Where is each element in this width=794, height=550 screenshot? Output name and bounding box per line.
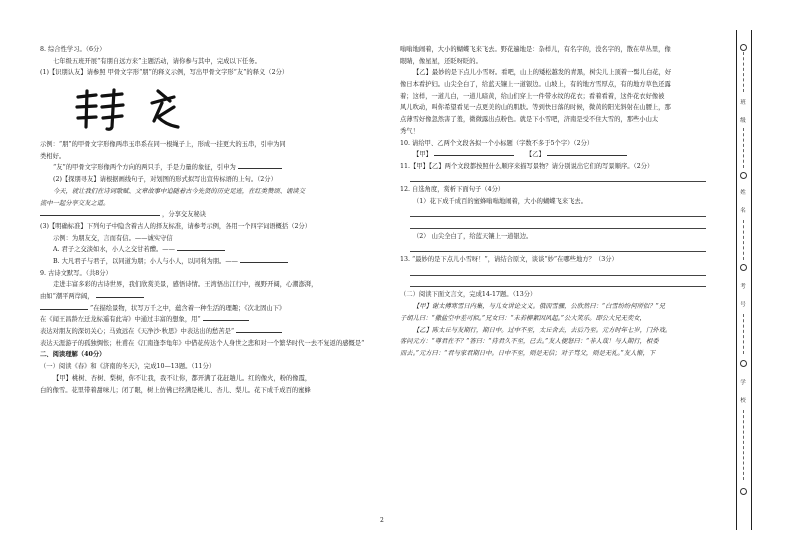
passage-yi-line-5: 点薄雪好像忽然害了羞，微微露出点粉色。就是下小雪吧，济南是受不住大雪的，那些小山太 bbox=[400, 116, 659, 124]
q10-jia-label: 【甲】 bbox=[413, 151, 432, 159]
wenyan-yi-line-2: 客问元方：“尊君在不？”答曰：“待君久不至，已去。”友人便怒曰：“非人哉！与人期行，相委 bbox=[400, 338, 659, 346]
q12-prompt: 12. 自选角度，赏析下面句子（4分） bbox=[400, 186, 505, 194]
right-column bbox=[400, 44, 720, 360]
binding-strip bbox=[736, 30, 750, 530]
q9-blank-1[interactable] bbox=[96, 291, 144, 298]
q8-2-answer-suffix: ，分享交友秘诀 bbox=[162, 211, 207, 219]
q12-1-answer-line-1[interactable] bbox=[400, 208, 720, 220]
passage-jia-line-4: 眼睛，像星星，还眨呀眨的。 bbox=[400, 57, 482, 65]
binding-hole-icon bbox=[740, 44, 747, 51]
binding-label-ji: 级 bbox=[740, 118, 746, 124]
q8-1-answer-blank[interactable] bbox=[238, 162, 282, 169]
q8-2-prompt: (2)【探朋寻友】请根据画线句子，对划图的形式拟写出宣传标语的上句。（2分） bbox=[53, 176, 277, 184]
q8-3-example: 示例：为朋友交，言而有信。——诚实守信 bbox=[53, 234, 173, 242]
binding-label-kao: 考 bbox=[740, 284, 746, 290]
passage-jia-line-2: 白的像雪。花里带着甜味儿；闭了眼，树上仿佛已经满是桃儿、杏儿、梨儿。花下成千成百的蜜蜂 bbox=[40, 386, 311, 394]
q9-line-1: 走进丰富多彩的古诗世界，我们欣赏美景，感悟诗情。王湾悟出江行中，视野开阔，心潮澎湃， bbox=[53, 281, 318, 289]
passage-jia-line-3: 嗡嗡地闹着，大小的蝴蝶飞来飞去。野花遍地是：杂样儿，有名字的，没名字的，散在草丛里，像 bbox=[400, 46, 671, 53]
reading-1-prompt: （一）阅读《春》和《济南的冬天》，完成10—13题。（11分） bbox=[40, 363, 216, 371]
q10-yi-blank[interactable] bbox=[547, 149, 627, 156]
oracle-glyph-you-icon bbox=[144, 87, 184, 131]
q9-line-6: 表达天涯游子的孤独惆怅；杜甫在《江南逢李龟年》中借花传达个人身世之悲和对一个繁华时代一去不复返的感慨是“ bbox=[40, 339, 365, 347]
q13-answer-line-1[interactable] bbox=[400, 266, 720, 278]
binding-label-hao: 号 bbox=[740, 302, 746, 308]
q8-1-example-cont: 类相好。 bbox=[40, 152, 66, 160]
oracle-glyph-row bbox=[40, 79, 382, 139]
binding-label-xue: 学 bbox=[740, 380, 746, 386]
q8-1-prompt: (1)【识朋认友】请参照 甲骨文字形“朋”的释义示例，写出甲骨文字形“友”的释义（2分） bbox=[40, 69, 289, 77]
q10-yi-label: 【乙】 bbox=[525, 151, 545, 159]
section-2-heading: 二、阅读理解（40分） bbox=[40, 351, 106, 359]
q12-1-sentence: （1）花下成千成百的蜜蜂嗡嗡地闹着，大小的蝴蝶飞来飞去。 bbox=[413, 197, 588, 205]
binding-dashed-line bbox=[743, 128, 744, 168]
binding-dashed-line bbox=[743, 220, 744, 260]
q13-prompt: 13. “最妙的是下点儿小雪呀！”，请结合原文，谈谈“妙”在哪些地方？（3分） bbox=[400, 256, 618, 264]
q8-2-answer-line bbox=[40, 209, 382, 221]
q8-3-option-a bbox=[40, 244, 382, 256]
q8-3-option-b-text: B. 大凡君子与君子，以同道为朋；小人与小人，以同利为朋。—— bbox=[53, 257, 238, 265]
passage-yi-line-3: 着；这样，一道儿白，一道儿暗黄，给山们穿上一件带水纹的花衣；看着看着，这件花衣好像被 bbox=[400, 92, 665, 100]
q8-1-example: 示例：“朋”的甲骨文字形像两串玉串系在同一根绳子上，形成一挂更大的玉串，引申为同 bbox=[40, 141, 286, 149]
q8-intro: 七年级五班开展“有朋自远方来”主题活动，请你参与其中，完成以下任务。 bbox=[53, 57, 261, 65]
q12-1-answer-line-2[interactable] bbox=[400, 219, 720, 231]
q8-heading: 8. 综合性学习。（6分） bbox=[40, 46, 106, 53]
passage-yi-line-2: 像日本看护妇。山尖全白了，给蓝天镶上一道银边。山坡上，有的地方雪厚点，有的地方草色还露 bbox=[400, 81, 671, 89]
q10-prompt: 10. 请给甲、乙两个文段各拟一个小标题（字数不多于5个字）（2分） bbox=[400, 139, 594, 147]
binding-dashed-line bbox=[743, 52, 744, 92]
q11-prompt: 11.【甲】【乙】两个文段都按照什么顺序来描写景物？请分别说出它们的写景顺序。（2分） bbox=[400, 162, 654, 170]
q8-3-option-a-text: A. 君子之交淡如水，小人之交甘若醴。—— bbox=[53, 246, 175, 254]
binding-hole-icon bbox=[740, 172, 747, 179]
left-column bbox=[40, 44, 382, 396]
q13-answer-line-2[interactable] bbox=[400, 278, 720, 290]
q9-line-3 bbox=[40, 303, 382, 315]
q12-2-answer-line[interactable] bbox=[400, 243, 720, 255]
q9-line-2-text: 由如“潮平两岸阔， bbox=[40, 293, 94, 300]
q9-line-4 bbox=[40, 314, 382, 326]
binding-label-ming: 名 bbox=[740, 208, 746, 214]
q9-blank-2[interactable] bbox=[40, 303, 88, 310]
passage-yi-line-4: 风儿吹动，叫你希望看见一点更美的山的肌肤。等到快日落的时候，微黄的阳光斜射在山腰上，那 bbox=[400, 104, 671, 112]
q10-answer-row bbox=[400, 149, 720, 161]
wenyan-jia-line-1: 【甲】谢太傅寒雪日内集，与儿女讲论文义。俄而雪骤，公欣然曰：“白雪纷纷何所似？”兄 bbox=[413, 303, 666, 311]
reading-2-prompt: （二）阅读下面文言文，完成14-17题。（13分） bbox=[400, 291, 537, 299]
q10-jia-blank[interactable] bbox=[434, 149, 514, 156]
q12-2-sentence: （2） 山尖全白了，给蓝天镶上一道银边。 bbox=[413, 233, 533, 240]
passage-yi-line-1: 【乙】最妙的是下点儿小雪呀。看吧，山上的矮松越发的青黑，树尖儿上顶着一髻儿白花，好 bbox=[413, 69, 672, 77]
page-number: 2 bbox=[380, 517, 384, 524]
q8-3-option-b-blank[interactable] bbox=[240, 256, 288, 263]
q9-line-4-text: 在《闻王昌龄左迁龙标遥有此寄》中通过丰富的想象，用“ bbox=[40, 316, 201, 324]
q9-heading: 9. 古诗文默写。（共8分） bbox=[40, 269, 112, 277]
binding-hole-icon bbox=[740, 360, 747, 367]
q8-2-passage-cont: 流中一起分享交友之道。 bbox=[40, 199, 110, 207]
q8-1-answer-text: “友”的甲骨文字形像两个方向的两只手，手是力量的象征，引申为 bbox=[53, 164, 236, 172]
q8-3-option-a-blank[interactable] bbox=[177, 244, 225, 251]
wenyan-yi-line-3: 而去。”元方曰：“君与家君期日中。日中不至，则是无信；对子骂父，则是无礼。”友人惭，下 bbox=[400, 349, 656, 357]
binding-label-xing: 姓 bbox=[740, 190, 746, 196]
q8-2-answer-blank[interactable] bbox=[40, 209, 160, 216]
q9-blank-4[interactable] bbox=[236, 326, 282, 333]
q9-line-5-text: 表达对朋友的深切关心；马致远在《天净沙·秋思》中表达出的愁苦是“ bbox=[40, 328, 235, 336]
q9-line-3-text: ”在描绘景物，状写万千之中，蕴含着一种生活的理趣；《次北固山下》 bbox=[90, 304, 286, 312]
q8-3-option-b bbox=[40, 256, 382, 268]
q8-3-prompt: (3)【明确标准】下列句子中隐含着古人的择友标准，请参考示例，各用一个四字词语概括（2分） bbox=[40, 222, 312, 230]
q8-2-passage: 今天，就让我们在诗词歌赋、文章故事中追随着古今先贤的历史足迹，在红类赞颂、诵读交 bbox=[53, 187, 305, 195]
passage-jia-line-1: 【甲】桃树、杏树、梨树，你不让我，我不让你，都开满了花赶趟儿。红的像火，粉的像霞， bbox=[53, 374, 312, 382]
wenyan-jia-line-2: 子胡儿曰：“撒盐空中差可拟。”兄女曰：“未若柳絮因风起。”公大笑乐。即公大兄无奕女， bbox=[400, 314, 646, 322]
binding-dashed-line bbox=[743, 410, 744, 480]
binding-hole-icon bbox=[740, 264, 747, 271]
passage-yi-line-6: 秀气！ bbox=[400, 127, 419, 135]
binding-dashed-line bbox=[743, 314, 744, 354]
q9-blank-3[interactable] bbox=[203, 314, 249, 321]
wenyan-yi-line-1: 【乙】陈太丘与友期行，期日中。过中不至，太丘舍去，去后乃至。元方时年七岁，门外戏。 bbox=[413, 326, 672, 334]
binding-hole-icon bbox=[740, 488, 747, 495]
q9-line-5 bbox=[40, 326, 382, 338]
q9-line-2 bbox=[40, 291, 382, 303]
binding-label-xiao: 校 bbox=[740, 398, 746, 404]
binding-label-ban: 班 bbox=[740, 100, 746, 106]
oracle-glyph-peng-icon bbox=[74, 87, 126, 131]
q8-1-answer-line bbox=[40, 162, 382, 174]
q11-answer-line[interactable] bbox=[400, 173, 720, 185]
